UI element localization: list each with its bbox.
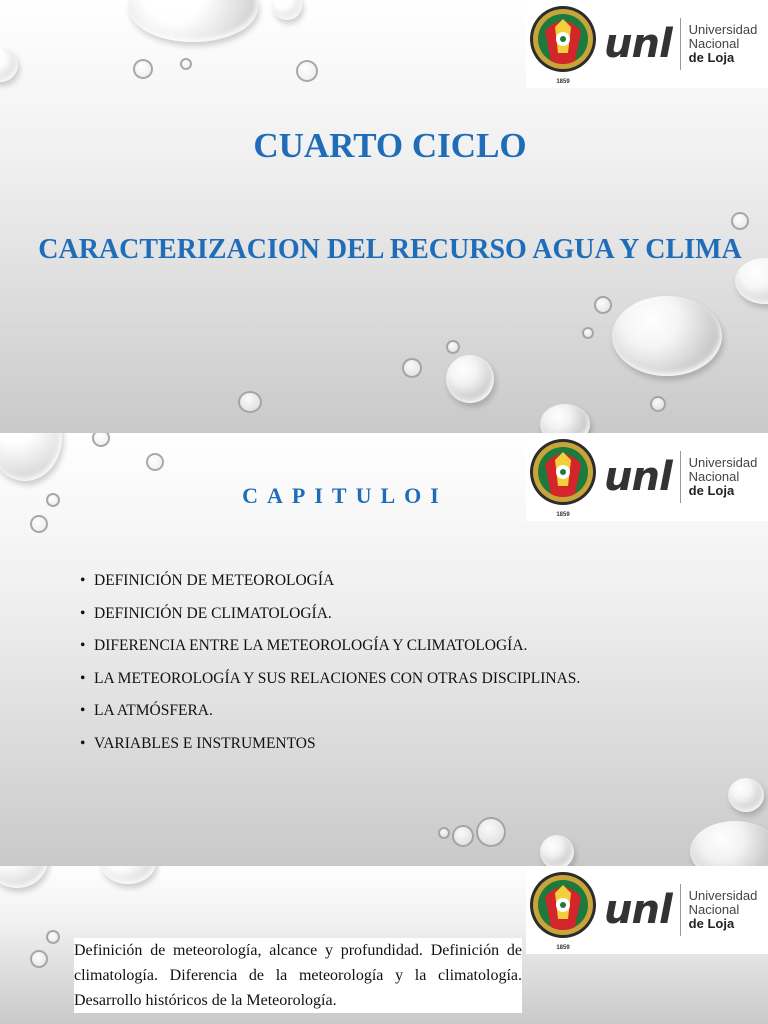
water-drop-decoration — [100, 866, 156, 884]
bullet-icon: • — [80, 572, 86, 589]
bullet-icon: • — [80, 669, 86, 687]
water-drop-decoration — [128, 0, 258, 42]
slide-content — [0, 866, 768, 1024]
list-item — [80, 733, 580, 766]
water-drop-decoration — [0, 48, 18, 82]
bullet-icon: • — [80, 637, 86, 654]
water-drop-decoration — [133, 59, 153, 79]
unl-wordmark-icon: unl — [604, 454, 672, 500]
university-name-line3: de Loja — [688, 50, 735, 65]
bullet-icon: • — [80, 734, 86, 752]
slide1-title: CUARTO CICLO — [253, 126, 527, 165]
water-drop-decoration — [728, 778, 764, 812]
list-item — [80, 603, 580, 636]
description-paragraph: Definición de meteorología, alcance y profundidad. Definición de climatología. Diferencia de la meteorología y la climatología. Desarrollo históricos de la Meteorología. — [74, 938, 522, 1013]
university-logo — [526, 0, 768, 88]
university-name-line1: Universidad — [688, 455, 758, 470]
university-name-line3: de Loja — [688, 916, 735, 931]
university-name-line3: de Loja — [688, 483, 735, 498]
list-item — [80, 635, 580, 668]
water-drop-decoration — [690, 821, 768, 866]
water-drop-decoration — [582, 327, 594, 339]
slide-title — [0, 0, 768, 433]
bullet-icon: • — [80, 702, 86, 719]
water-drop-decoration — [46, 930, 60, 944]
water-drop-decoration — [446, 340, 460, 354]
logo-divider — [680, 884, 681, 936]
slide2-title: CAPITULOI — [242, 483, 448, 508]
list-item-text: VARIABLES E INSTRUMENTOS — [94, 734, 316, 752]
list-item-text: LA ATMÓSFERA. — [94, 702, 213, 719]
list-item — [80, 700, 580, 733]
water-drop-decoration — [0, 433, 62, 481]
water-drop-decoration — [540, 404, 590, 433]
university-name-line2: Nacional — [688, 469, 740, 484]
water-drop-decoration — [30, 515, 48, 533]
unl-wordmark-icon: unl — [604, 887, 672, 933]
list-item-text: DIFERENCIA ENTRE LA METEOROLOGÍA Y CLIMATOLOGÍA. — [94, 637, 528, 654]
water-drop-decoration — [402, 358, 422, 378]
university-name-line1: Universidad — [688, 888, 758, 903]
water-drop-decoration — [180, 58, 192, 70]
university-name-line2: Nacional — [688, 36, 740, 51]
university-name — [689, 456, 758, 498]
water-drop-decoration — [476, 817, 506, 847]
university-name — [689, 889, 758, 931]
logo-divider — [680, 18, 681, 70]
bullet-icon: • — [80, 604, 86, 622]
water-drop-decoration — [92, 433, 110, 447]
university-name — [689, 23, 758, 65]
list-item — [80, 668, 580, 701]
slide1-subtitle: CARACTERIZACION DEL RECURSO AGUA Y CLIMA — [38, 234, 742, 265]
water-drop-decoration — [296, 60, 318, 82]
water-drop-decoration — [594, 296, 612, 314]
water-drop-decoration — [612, 296, 722, 376]
list-item-text: LA METEOROLOGÍA Y SUS RELACIONES CON OTRAS DISCIPLINAS. — [94, 669, 581, 687]
water-drop-decoration — [272, 0, 302, 20]
water-drop-decoration — [650, 396, 666, 412]
water-drop-decoration — [30, 950, 48, 968]
slide-chapter — [0, 433, 768, 866]
seal-year: 1859 — [556, 512, 570, 518]
water-drop-decoration — [438, 827, 450, 839]
list-item — [80, 570, 580, 603]
water-drop-decoration — [446, 355, 494, 403]
water-drop-decoration — [540, 835, 574, 866]
seal-year: 1859 — [556, 79, 570, 85]
seal-year: 1859 — [556, 945, 570, 951]
university-seal-icon — [528, 1, 598, 87]
topic-list — [80, 570, 580, 765]
list-item-text: DEFINICIÓN DE CLIMATOLOGÍA. — [94, 604, 332, 622]
list-item-text: DEFINICIÓN DE METEOROLOGÍA — [94, 572, 335, 589]
university-name-line2: Nacional — [688, 902, 740, 917]
university-name-line1: Universidad — [688, 22, 758, 37]
unl-wordmark-icon: unl — [604, 21, 672, 67]
water-drop-decoration — [452, 825, 474, 847]
water-drop-decoration — [238, 391, 262, 413]
water-drop-decoration — [146, 453, 164, 471]
water-drop-decoration — [0, 866, 48, 888]
university-seal-icon — [528, 867, 598, 953]
university-logo — [526, 866, 768, 954]
